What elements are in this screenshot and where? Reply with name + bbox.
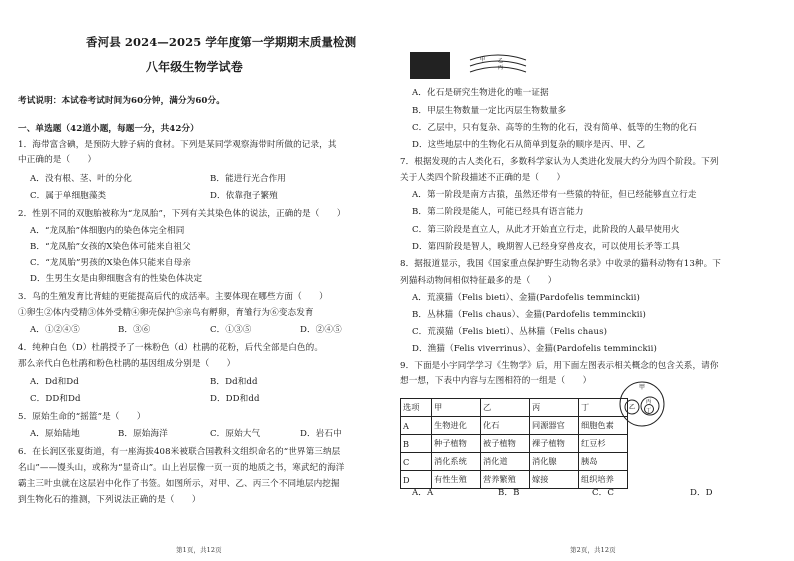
venn-label-yi: 乙 (629, 404, 636, 411)
question-4-line-1: 4．纯种白色（D）杜鹃授予了一株粉色（d）杜鹃的花粉，后代全部是白色的。 (18, 343, 324, 353)
q4-option-b: B．Dd和dd (210, 377, 258, 387)
table-cell: 有性生殖 (432, 471, 481, 489)
table-cell: 营养繁殖 (481, 471, 530, 489)
table-cell: 消化腺 (530, 453, 579, 471)
q7-option-d: D．第四阶段是智人，晚期智人已经身穿兽皮衣，可以使用长矛等工具 (412, 242, 680, 252)
question-6-line-3: 霸主三叶虫就在这层岩中化作了书签。如图所示，对甲、乙、丙三个不同地层内挖掘 (18, 479, 340, 489)
strata-label-jia: 甲 (480, 57, 486, 63)
exam-title: 香河县 2024—2025 学年度第一学期期末质量检测 (86, 35, 357, 49)
question-5: 5．原始生命的“摇篮”是（ ） (18, 412, 146, 422)
question-1-line-1: 1．海带富含碘，是预防大脖子病的食材。下列是某同学观察海带时所做的记录，其 (18, 140, 337, 150)
table-cell: 化石 (481, 417, 530, 435)
table-cell: 嫁接 (530, 471, 579, 489)
q1-option-c: C．属于单细胞藻类 (30, 191, 107, 201)
q3-option-b: B．③⑥ (118, 325, 151, 335)
q7-option-b: B．第二阶段是能人，可能已经具有语言能力 (412, 207, 584, 217)
table-cell: 丁 (579, 399, 628, 417)
q6-option-b: B．甲层生物数量一定比丙层生物数量多 (412, 106, 567, 116)
venn-label-ding: 丁 (646, 408, 652, 414)
q4-option-c: C．DD和Dd (30, 394, 81, 404)
rock-photo (410, 52, 450, 79)
table-cell: 同源器官 (530, 417, 579, 435)
question-9-line-2: 想一想，下表中内容与左图相符的一组是（ ） (400, 376, 592, 386)
q5-option-d: D．岩石中 (300, 429, 342, 439)
options-table (400, 398, 628, 489)
q1-option-b: B．能进行光合作用 (210, 174, 286, 184)
table-cell: 乙 (481, 399, 530, 417)
question-7-line-2: 关于人类四个阶段描述不正确的是（ ） (400, 173, 566, 183)
q9-option-b: B．B (498, 488, 520, 498)
table-row (401, 453, 628, 471)
right-page (400, 0, 794, 561)
venn-label-jia: 甲 (639, 384, 646, 391)
table-cell: 胰岛 (579, 453, 628, 471)
strata-label-yi: 乙 (498, 58, 504, 64)
exam-instructions: 考试说明：本试卷考试时间为60分钟，满分为60分。 (18, 96, 225, 106)
page-footer-left: 第1页，共12页 (176, 546, 222, 554)
question-8-line-2: 列猫科动物间相似特征最多的是（ ） (400, 276, 557, 286)
question-8-line-1: 8．据报道显示，我国《国家重点保护野生动物名录》中收录的猫科动物有13种。下 (400, 259, 721, 269)
table-cell: B (401, 435, 432, 453)
question-1-line-2: 中正确的是（ ） (18, 155, 97, 165)
table-cell: 消化道 (481, 453, 530, 471)
q9-option-c: C．C (592, 488, 615, 498)
strata-label-bing: 丙 (498, 65, 504, 71)
q4-option-a: A．Dd和Dd (30, 377, 79, 387)
q2-option-d: D．生男生女是由卵细胞含有的性染色体决定 (30, 274, 203, 284)
q6-option-d: D．这些地层中的生物化石从简单到复杂的顺序是丙、甲、乙 (412, 140, 646, 150)
q2-option-b: B．“龙凤胎”女孩的X染色体可能来自祖父 (30, 242, 191, 252)
question-7-line-1: 7．根据发现的古人类化石，多数科学家认为人类进化发展大约分为四个阶段。下列 (400, 157, 719, 167)
table-cell: 种子植物 (432, 435, 481, 453)
q3-option-a: A．①②④⑤ (30, 325, 80, 335)
table-cell: 红豆杉 (579, 435, 628, 453)
table-cell: 选项 (401, 399, 432, 417)
q2-option-a: A．“龙凤胎”体细胞内的染色体完全相同 (30, 226, 185, 236)
table-cell: C (401, 453, 432, 471)
q8-option-d: D．渔猫（Felis viverrinus）、金猫(Pardofelis temminckii) (412, 344, 657, 354)
question-6-line-2: 名山”——馒头山，或称为“显奇山”。山上岩层像一页一页的地质之书，寒武纪的海洋 (18, 463, 345, 473)
table-cell: 裸子植物 (530, 435, 579, 453)
table-cell: 生物进化 (432, 417, 481, 435)
q8-option-b: B．丛林猫（Felis chaus）、金猫(Pardofelis temminckii) (412, 310, 646, 320)
q7-option-a: A．第一阶段是南方古猿，虽然还带有一些猿的特征，但已经能够直立行走 (412, 190, 697, 200)
q9-option-d: D．D (690, 488, 713, 498)
table-cell: 被子植物 (481, 435, 530, 453)
table-row (401, 399, 628, 417)
page-footer-right: 第2页，共12页 (570, 546, 616, 554)
table-cell: 甲 (432, 399, 481, 417)
q5-option-b: B．原始海洋 (118, 429, 168, 439)
venn-label-bing: 丙 (646, 399, 652, 405)
q8-option-a: A．荒漠猫（Felis bieti）、金猫(Pardofelis temminckii) (412, 293, 640, 303)
question-3-line-1: 3．鸟的生殖发育比背蛙的更能提高后代的成活率。主要体现在哪些方面（ ） (18, 292, 328, 302)
table-cell: A (401, 417, 432, 435)
table-cell: D (401, 471, 432, 489)
q8-option-c: C．荒漠猫（Felis bieti）、丛林猫（Felis chaus) (412, 327, 608, 337)
question-3-line-2: ①卵生②体内受精③体外受精④卵壳保护⑤亲鸟有孵卵，育雏行为⑥变态发育 (18, 308, 314, 318)
table-row (401, 471, 628, 489)
table-cell: 细胞色素 (579, 417, 628, 435)
q6-option-c: C．乙层中，只有复杂、高等的生物的化石，没有简单、低等的生物的化石 (412, 123, 697, 133)
q6-option-a: A．化石是研究生物进化的唯一证据 (412, 88, 549, 98)
question-4-line-2: 那么亲代白色杜鹃和粉色杜鹃的基因组成分别是（ ） (18, 359, 236, 369)
question-6-line-1: 6．在长润区张夏街道，有一座海拔408米被联合国教科文组织命名的“世界第三纳层 (18, 447, 341, 457)
q3-option-c: C．①③⑤ (210, 325, 252, 335)
q9-option-a: A．A (412, 488, 434, 498)
question-2: 2．性别不同的双胞胎被称为“龙凤胎”，下列有关其染色体的说法，正确的是（ ） (18, 209, 346, 219)
q7-option-c: C．第三阶段是直立人，从此才开始直立行走，此阶段的人最早使用火 (412, 225, 680, 235)
q2-option-c: C．“龙凤胎”男孩的X染色体只能来自母亲 (30, 258, 191, 268)
table-row (401, 435, 628, 453)
q1-option-d: D．依靠孢子繁殖 (210, 191, 278, 201)
question-6-line-4: 到生物化石的推测，下列说法正确的是（ ） (18, 495, 201, 505)
q5-option-a: A．原始陆地 (30, 429, 80, 439)
q5-option-c: C．原始大气 (210, 429, 261, 439)
table-row (401, 417, 628, 435)
exam-subtitle: 八年级生物学试卷 (146, 60, 243, 74)
section-heading: 一、单选题（42道小题，每题一分，共42分） (18, 124, 199, 134)
question-9-line-1: 9．下面是小宇同学学习《生物学》后，用下面左图表示相关概念的包含关系，请你 (400, 361, 719, 371)
strata-diagram (468, 50, 528, 80)
table-cell: 丙 (530, 399, 579, 417)
table-cell: 组织培养 (579, 471, 628, 489)
q4-option-d: D．DD和dd (210, 394, 260, 404)
table-cell: 消化系统 (432, 453, 481, 471)
q3-option-d: D．②④⑤ (300, 325, 342, 335)
q1-option-a: A．没有根、茎、叶的分化 (30, 174, 132, 184)
